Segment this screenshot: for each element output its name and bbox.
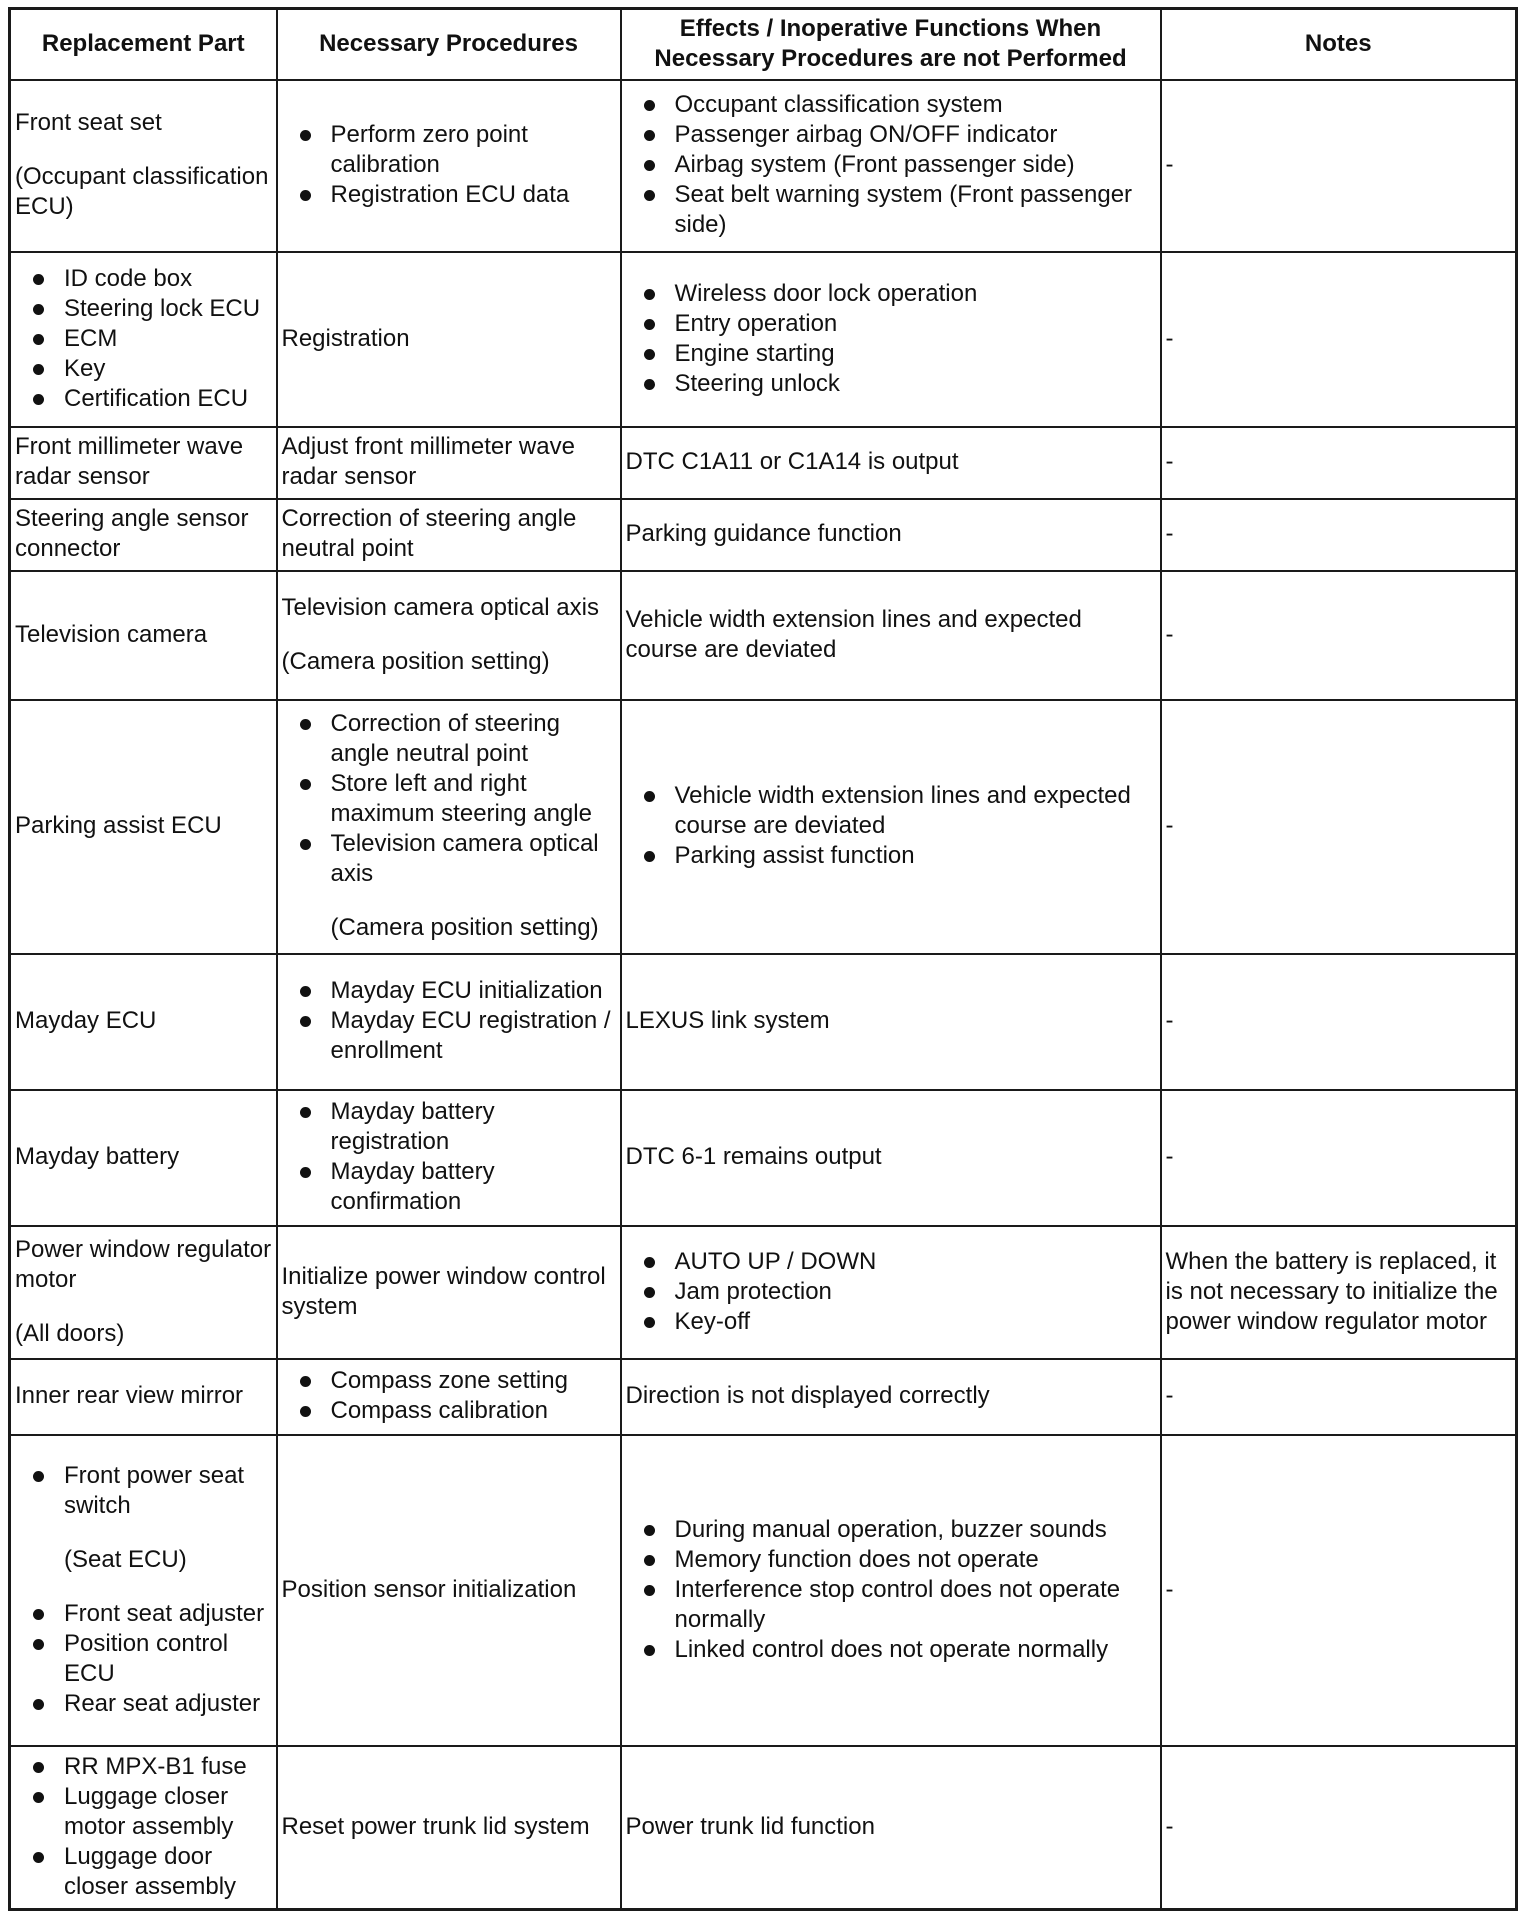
- table-row: [10, 1435, 1517, 1746]
- list-item: Memory function does not operate: [626, 1545, 1156, 1575]
- list-item: Luggage closer motor assembly: [15, 1782, 272, 1842]
- cell-effects: [621, 1435, 1161, 1746]
- cell-procedures: [277, 954, 621, 1090]
- list-item: Jam protection: [626, 1277, 1156, 1307]
- list-item: During manual operation, buzzer sounds: [626, 1515, 1156, 1545]
- list-item: Mayday battery registration: [282, 1097, 616, 1157]
- list-item: Television camera optical axis: [282, 829, 616, 889]
- replacement-procedures-table: [8, 7, 1518, 1911]
- list-item: AUTO UP / DOWN: [626, 1247, 1156, 1277]
- cell-procedures: Television camera optical axis (Camera position setting): [277, 571, 621, 700]
- list-item: Compass calibration: [282, 1396, 616, 1426]
- cell-notes: -: [1161, 252, 1517, 427]
- list-item: Steering lock ECU: [15, 294, 272, 324]
- header-notes: Notes: [1161, 9, 1517, 80]
- table-row: [10, 80, 1517, 252]
- table-row: [10, 954, 1517, 1090]
- list-item: Linked control does not operate normally: [626, 1635, 1156, 1665]
- list-item: Front power seat switch: [15, 1461, 272, 1521]
- cell-part: Inner rear view mirror: [10, 1359, 277, 1435]
- cell-part: [10, 252, 277, 427]
- cell-procedures: Position sensor initialization: [277, 1435, 621, 1746]
- cell-procedures: Reset power trunk lid system: [277, 1746, 621, 1910]
- cell-notes: -: [1161, 954, 1517, 1090]
- table-row: [10, 427, 1517, 499]
- header-necessary-procedures: Necessary Procedures: [277, 9, 621, 80]
- list-item: Key: [15, 354, 272, 384]
- cell-part: Mayday ECU: [10, 954, 277, 1090]
- list-item: Mayday battery confirmation: [282, 1157, 616, 1217]
- cell-procedures: Adjust front millimeter wave radar sensor: [277, 427, 621, 499]
- list-item: Occupant classification system: [626, 90, 1156, 120]
- list-item: Seat belt warning system (Front passenger side): [626, 180, 1156, 240]
- cell-effects: Parking guidance function: [621, 499, 1161, 571]
- list-item: Mayday ECU registration / enrollment: [282, 1006, 616, 1066]
- list-item: Steering unlock: [626, 369, 1156, 399]
- list-item: ECM: [15, 324, 272, 354]
- list-item: RR MPX-B1 fuse: [15, 1752, 272, 1782]
- cell-procedures: [277, 80, 621, 252]
- cell-notes: -: [1161, 1435, 1517, 1746]
- cell-procedures: Initialize power window control system: [277, 1226, 621, 1359]
- list-item: Store left and right maximum steering angle: [282, 769, 616, 829]
- cell-part: Steering angle sensor connector: [10, 499, 277, 571]
- cell-notes: -: [1161, 1359, 1517, 1435]
- list-item: Position control ECU: [15, 1629, 272, 1689]
- cell-notes: -: [1161, 427, 1517, 499]
- list-item: Vehicle width extension lines and expected course are deviated: [626, 781, 1156, 841]
- list-item: Registration ECU data: [282, 180, 616, 210]
- cell-part: Mayday battery: [10, 1090, 277, 1226]
- table-row: [10, 1746, 1517, 1910]
- list-item: Compass zone setting: [282, 1366, 616, 1396]
- cell-effects: [621, 1226, 1161, 1359]
- cell-effects: [621, 80, 1161, 252]
- cell-procedures: [277, 1359, 621, 1435]
- cell-effects: LEXUS link system: [621, 954, 1161, 1090]
- table-row: [10, 499, 1517, 571]
- cell-effects: Direction is not displayed correctly: [621, 1359, 1161, 1435]
- table-row: [10, 1090, 1517, 1226]
- cell-notes: -: [1161, 499, 1517, 571]
- cell-effects: Vehicle width extension lines and expected course are deviated: [621, 571, 1161, 700]
- part-subtext: (Occupant classification ECU): [15, 163, 269, 220]
- list-item: Correction of steering angle neutral point: [282, 709, 616, 769]
- cell-procedures: Correction of steering angle neutral point: [277, 499, 621, 571]
- part-text: Front seat set: [15, 109, 162, 136]
- list-item: Mayday ECU initialization: [282, 976, 616, 1006]
- table-row: [10, 1359, 1517, 1435]
- list-item: Rear seat adjuster: [15, 1689, 272, 1719]
- cell-effects: [621, 252, 1161, 427]
- cell-part: [10, 1746, 277, 1910]
- table-row: [10, 571, 1517, 700]
- cell-notes: -: [1161, 700, 1517, 954]
- list-item: Front seat adjuster: [15, 1599, 272, 1629]
- cell-part: Parking assist ECU: [10, 700, 277, 954]
- list-item: Certification ECU: [15, 384, 272, 414]
- cell-part: [10, 80, 277, 252]
- table-row: [10, 700, 1517, 954]
- list-item: Parking assist function: [626, 841, 1156, 871]
- list-item: Interference stop control does not operate normally: [626, 1575, 1156, 1635]
- header-replacement-part: Replacement Part: [10, 9, 277, 80]
- cell-effects: DTC 6-1 remains output: [621, 1090, 1161, 1226]
- cell-notes: -: [1161, 1746, 1517, 1910]
- list-item: ID code box: [15, 264, 272, 294]
- cell-notes: -: [1161, 1090, 1517, 1226]
- list-item: Passenger airbag ON/OFF indicator: [626, 120, 1156, 150]
- cell-procedures: Correction of steering angle neutral point Store left and right maximum steering angle Television camera optical axis (Camera position setting): [277, 700, 621, 954]
- table-row: [10, 1226, 1517, 1359]
- list-item: Wireless door lock operation: [626, 279, 1156, 309]
- cell-effects: [621, 700, 1161, 954]
- list-item: Entry operation: [626, 309, 1156, 339]
- list-item: Key-off: [626, 1307, 1156, 1337]
- cell-notes: -: [1161, 80, 1517, 252]
- table-row: [10, 252, 1517, 427]
- cell-notes: When the battery is replaced, it is not necessary to initialize the power window regulator motor: [1161, 1226, 1517, 1359]
- header-effects: Effects / Inoperative Functions When Necessary Procedures are not Performed: [621, 9, 1161, 80]
- header-row: [10, 9, 1517, 80]
- cell-notes: -: [1161, 571, 1517, 700]
- cell-procedures: Registration: [277, 252, 621, 427]
- list-item: Perform zero point calibration: [282, 120, 616, 180]
- list-item: Airbag system (Front passenger side): [626, 150, 1156, 180]
- cell-procedures: [277, 1090, 621, 1226]
- cell-effects: Power trunk lid function: [621, 1746, 1161, 1910]
- cell-part: Front millimeter wave radar sensor: [10, 427, 277, 499]
- cell-part: Front power seat switch (Seat ECU) Front seat adjuster Position control ECU Rear seat adjuster: [10, 1435, 277, 1746]
- cell-effects: DTC C1A11 or C1A14 is output: [621, 427, 1161, 499]
- list-item: Engine starting: [626, 339, 1156, 369]
- cell-part: Television camera: [10, 571, 277, 700]
- list-item: Luggage door closer assembly: [15, 1842, 272, 1902]
- cell-part: Power window regulator motor (All doors): [10, 1226, 277, 1359]
